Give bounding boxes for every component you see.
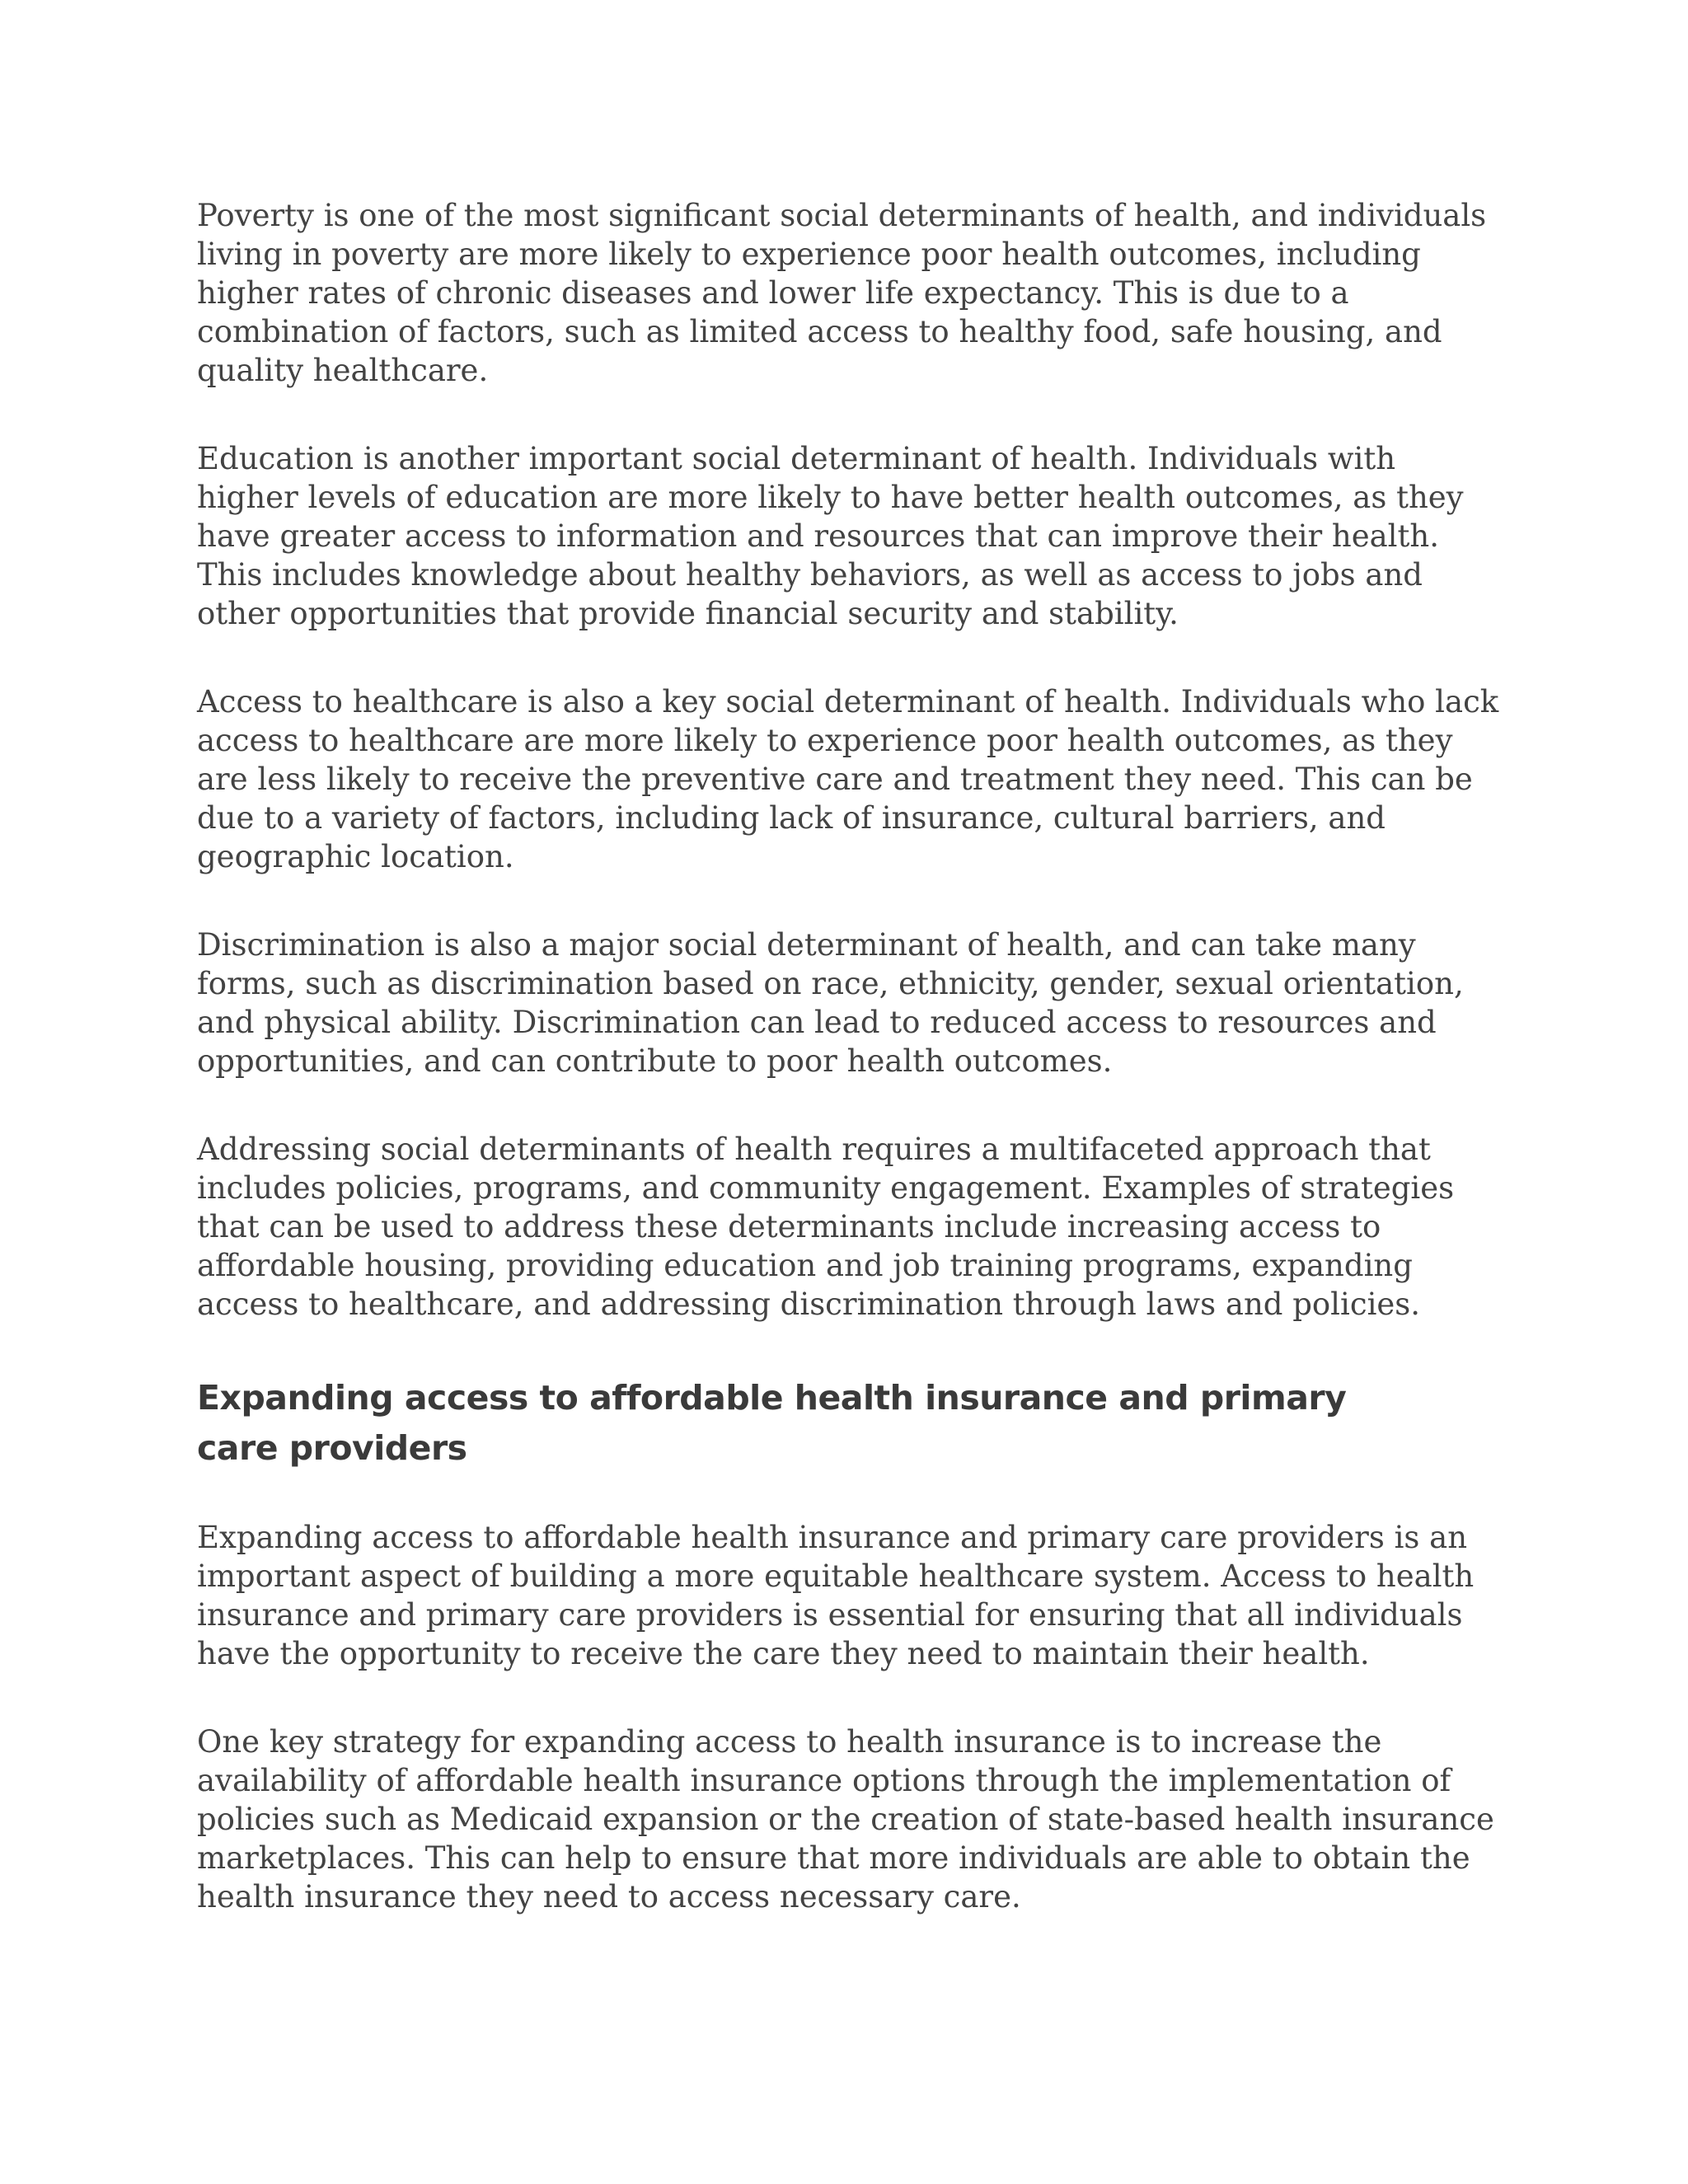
document-body (197, 196, 1499, 1966)
section-heading: Expanding access to affordable health insurance and primary care providers (197, 1378, 1347, 1468)
paragraph-discrimination: Discrimination is also a major social determinant of health, and can take many forms, such as discrimination based on race, ethnicity, gender, sexual orientation, and physical ability. Discrimination can lead to reduced access to resources and opportunities, and can contribute to poor health outcomes. (197, 927, 1464, 1079)
paragraph-education: Education is another important social determinant of health. Individuals with higher levels of education are more likely to have better health outcomes, as they have greater access to information and resources that can improve their health. This includes knowledge about healthy behaviors, as well as access to jobs and other opportunities that provide financial security and stability. (197, 441, 1464, 631)
paragraph-poverty: Poverty is one of the most significant social determinants of health, and individuals living in poverty are more likely to experience poor health outcomes, including higher rates of chronic diseases and lower life expectancy. This is due to a combination of factors, such as limited access to healthy food, safe housing, and quality healthcare. (197, 198, 1487, 388)
paragraph-key-strategy: One key strategy for expanding access to health insurance is to increase the availability of affordable health insurance options through the implementation of policies such as Medicaid expansion or the creation of state-based health insurance marketplaces. This can help to ensure that more individuals are able to obtain the health insurance they need to access necessary care. (197, 1724, 1494, 1915)
paragraph-addressing-determinants: Addressing social determinants of health requires a multifaceted approach that includes policies, programs, and community engagement. Examples of strategies that can be used to address these determinants include increasing access to affordable housing, providing education and job training programs, expanding access to healthcare, and addressing discrimination through laws and policies. (197, 1132, 1455, 1322)
paragraph-expanding-access: Expanding access to affordable health insurance and primary care providers is an important aspect of building a more equitable healthcare system. Access to health insurance and primary care providers is essential for ensuring that all individuals have the opportunity to receive the care they need to maintain their health. (197, 1520, 1475, 1671)
paragraph-healthcare-access: Access to healthcare is also a key social determinant of health. Individuals who lack access to healthcare are more likely to experience poor health outcomes, as they are less likely to receive the preventive care and treatment they need. This can be due to a variety of factors, including lack of insurance, cultural barriers, and geographic location. (197, 684, 1499, 874)
section-heading-wrapper (197, 1373, 1499, 1474)
